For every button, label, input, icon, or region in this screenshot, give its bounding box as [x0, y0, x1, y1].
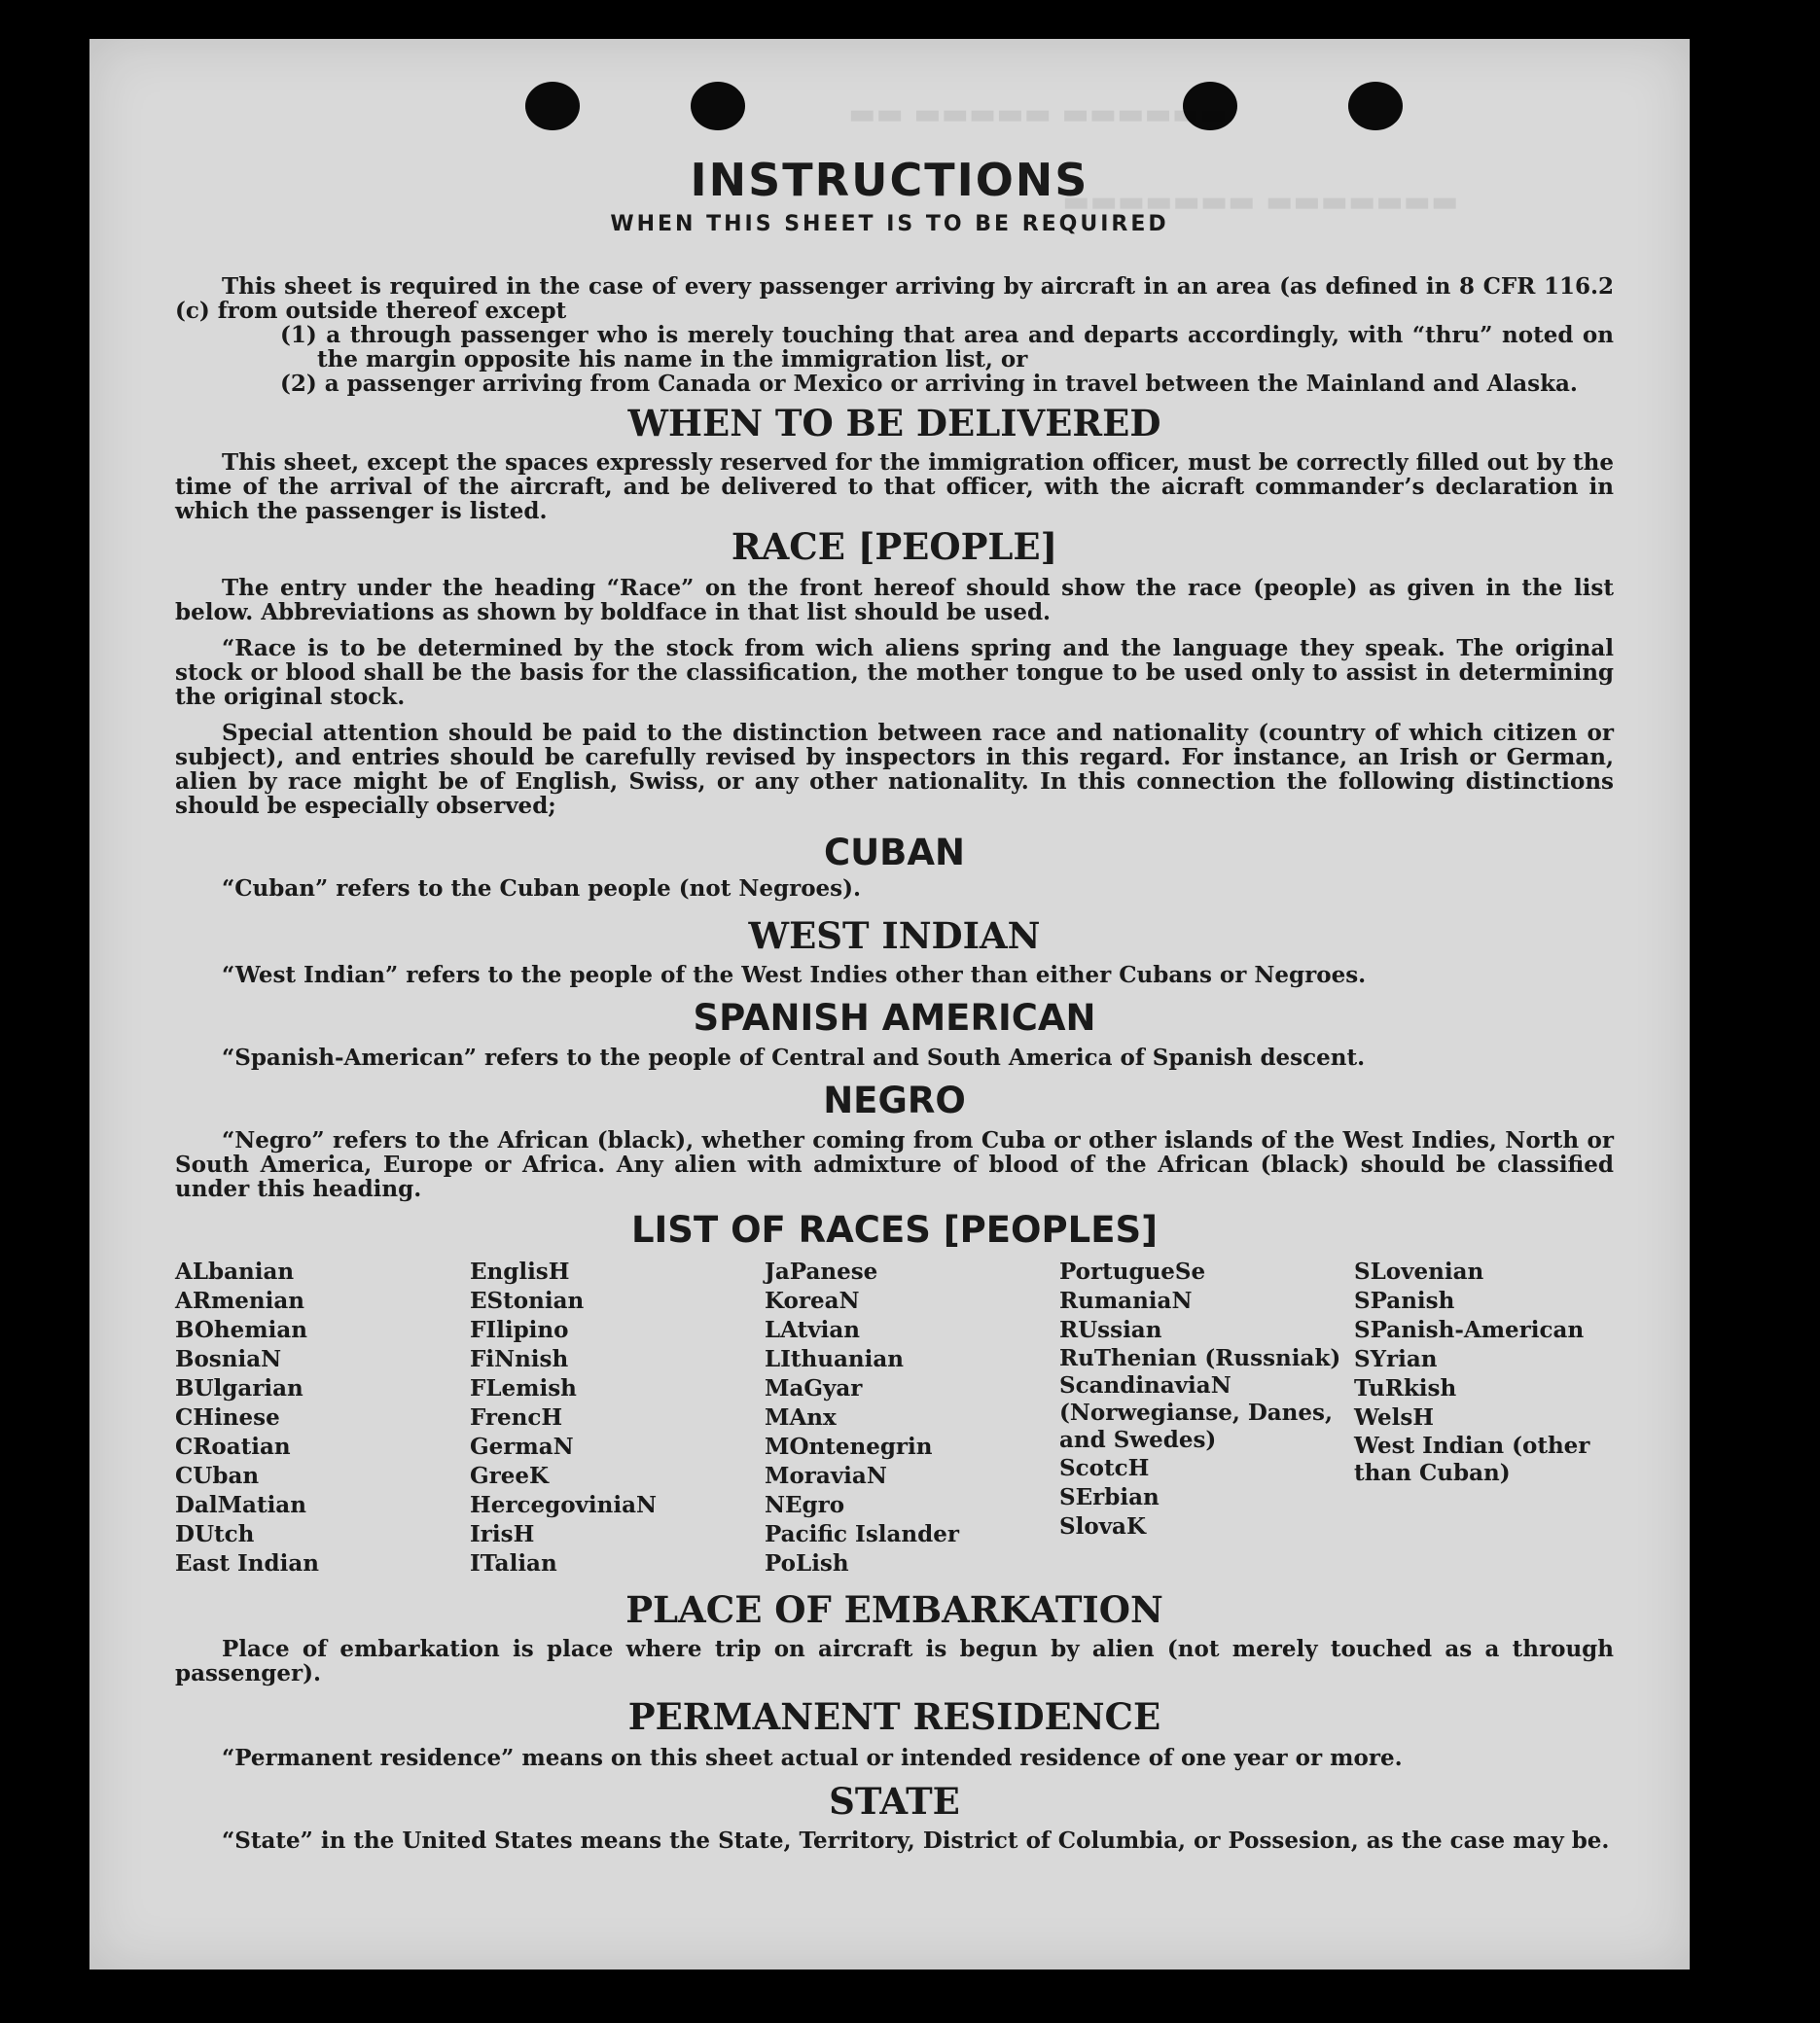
- section-heading-residence: PERMANENT RESIDENCE: [627, 1695, 1161, 1738]
- intro-text: This sheet is required in the case of every passenger arriving by aircraft in an area (as defined in 8 CFR 116.2 (c) from outside thereof except: [175, 273, 1614, 324]
- section-heading-cuban: CUBAN: [823, 832, 965, 873]
- races-column: [470, 1258, 765, 1579]
- race-entry: RUssian: [1059, 1317, 1162, 1343]
- section-heading-delivered: WHEN TO BE DELIVERED: [627, 402, 1161, 444]
- section-heading-spanish-american: SPANISH AMERICAN: [693, 997, 1096, 1039]
- races-column: [1354, 1258, 1607, 1579]
- races-column: [1059, 1258, 1354, 1579]
- intro-item-1: (1) a through passenger who is merely touching that area and departs accordingly, with “thru” noted on the margin opposite his name in the immigration list, or: [280, 322, 1614, 373]
- race-entry: EnglisH: [470, 1259, 570, 1285]
- section-heading-embarkation: PLACE OF EMBARKATION: [625, 1588, 1163, 1631]
- race-entry: FIlipino: [470, 1317, 569, 1343]
- races-column: [175, 1258, 470, 1579]
- race-entry: CHinese: [175, 1404, 280, 1431]
- race-entry: CUban: [175, 1463, 260, 1489]
- race-entry: ALbanian: [175, 1259, 295, 1285]
- race-entry: MOntenegrin: [765, 1434, 933, 1460]
- race-paragraph-2: “Race is to be determined by the stock from wich aliens spring and the language they speak. The original stock or blood shall be the basis for the classification, the mother tongue to be used only to assist in determining the original stock.: [175, 635, 1614, 710]
- section-heading-west-indian: WEST INDIAN: [748, 914, 1041, 957]
- residence-text: “Permanent residence” means on this sheet actual or intended residence of one year or more.: [222, 1745, 1403, 1771]
- state-text: “State” in the United States means the State, Territory, District of Columbia, or Possesion, as the case may be.: [222, 1828, 1610, 1854]
- race-entry: RumaniaN: [1059, 1288, 1193, 1314]
- race-entry: BUlgarian: [175, 1375, 303, 1402]
- race-entry: Pacific Islander: [765, 1521, 959, 1547]
- section-heading-race: RACE [PEOPLE]: [731, 525, 1058, 568]
- bleed-through: ▬▬▬▬▬▬ ▬▬▬▬▬ ▬▬: [848, 97, 1228, 131]
- race-entry: CRoatian: [175, 1434, 291, 1460]
- race-entry: GermaN: [470, 1434, 574, 1460]
- race-paragraph-3: Special attention should be paid to the distinction between race and nationality (country of which citizen or subject), and entries should be carefully revised by inspectors in this regard. For instance, an Irish or German, alien by race might be of English, Swiss, or any other nationality. In this connection the following distinctions should be especially observed;: [175, 720, 1614, 819]
- instructions-body: [175, 243, 1614, 1853]
- race-entry: NEgro: [765, 1492, 845, 1518]
- race-entry: MaGyar: [765, 1375, 863, 1402]
- race-entry: LAtvian: [765, 1317, 860, 1343]
- race-entry: ScotcH: [1059, 1455, 1150, 1481]
- race-entry: GreeK: [470, 1463, 550, 1489]
- punch-hole: [691, 82, 745, 130]
- race-entry: LIthuanian: [765, 1346, 904, 1372]
- race-entry: SErbian: [1059, 1484, 1160, 1510]
- bleed-through: ▬▬▬▬▬▬▬ ▬▬▬▬▬▬▬: [1062, 185, 1459, 219]
- section-heading-negro: NEGRO: [823, 1080, 966, 1121]
- cuban-text: “Cuban” refers to the Cuban people (not Negroes).: [222, 875, 862, 902]
- race-entry: DalMatian: [175, 1492, 306, 1518]
- punch-hole: [525, 82, 580, 130]
- race-entry: SlovaK: [1059, 1513, 1146, 1540]
- race-entry: IrisH: [470, 1521, 535, 1547]
- page-subtitle: WHEN THIS SHEET IS TO BE REQUIRED: [610, 212, 1169, 236]
- race-entry: HercegoviniaN: [470, 1492, 658, 1518]
- race-entry: SPanish-American: [1354, 1317, 1585, 1343]
- race-entry: RuThenian (Russniak): [1059, 1345, 1341, 1371]
- race-entry: SYrian: [1354, 1346, 1438, 1372]
- race-entry: SLovenian: [1354, 1259, 1484, 1285]
- race-entry: FiNnish: [470, 1346, 569, 1372]
- races-list: [175, 1258, 1614, 1579]
- race-entry: ITalian: [470, 1550, 557, 1577]
- race-entry: TuRkish: [1354, 1375, 1457, 1402]
- race-entry: ARmenian: [175, 1288, 305, 1314]
- races-column: [765, 1258, 1059, 1579]
- race-entry: East Indian: [175, 1550, 319, 1577]
- intro-item-2: (2) a passenger arriving from Canada or Mexico or arriving in travel between the Mainland and Alaska.: [280, 371, 1578, 397]
- section-heading-list-of-races: LIST OF RACES [PEOPLES]: [630, 1209, 1159, 1251]
- race-entry: PortugueSe: [1059, 1259, 1206, 1285]
- race-entry: DUtch: [175, 1521, 255, 1547]
- section-heading-state: STATE: [829, 1780, 960, 1823]
- race-entry: BOhemian: [175, 1317, 307, 1343]
- race-entry: KoreaN: [765, 1288, 860, 1314]
- race-entry: MoraviaN: [765, 1463, 887, 1489]
- race-entry: FLemish: [470, 1375, 577, 1402]
- spanish-american-text: “Spanish-American” refers to the people of Central and South America of Spanish descent.: [222, 1045, 1366, 1071]
- race-entry: FrencH: [470, 1404, 563, 1431]
- west-indian-text: “West Indian” refers to the people of the West Indies other than either Cubans or Negroes.: [222, 962, 1367, 988]
- race-entry: West Indian (other than Cuban): [1354, 1433, 1590, 1486]
- race-entry: SPanish: [1354, 1288, 1455, 1314]
- negro-text: “Negro” refers to the African (black), whether coming from Cuba or other islands of the West Indies, North or South America, Europe or Africa. Any alien with admixture of blood of the African (black) should be classified under this heading.: [175, 1127, 1614, 1202]
- delivered-text: This sheet, except the spaces expressly reserved for the immigration officer, must be correctly filled out by the time of the arrival of the aircraft, and be delivered to that officer, with the aicraft commander’s declaration in which the passenger is listed.: [175, 449, 1614, 524]
- race-entry: BosniaN: [175, 1346, 282, 1372]
- race-entry: EStonian: [470, 1288, 585, 1314]
- punch-hole: [1348, 82, 1403, 130]
- embarkation-text: Place of embarkation is place where trip on aircraft is begun by alien (not merely touched as a through passenger).: [175, 1636, 1614, 1686]
- race-paragraph-1: The entry under the heading “Race” on the front hereof should show the race (people) as given in the list below. Abbreviations as shown by boldface in that list should be used.: [175, 575, 1614, 625]
- race-entry: MAnx: [765, 1404, 837, 1431]
- race-entry: JaPanese: [765, 1259, 878, 1285]
- race-entry: WelsH: [1354, 1404, 1435, 1431]
- document-sheet: [89, 39, 1690, 1970]
- page-title: INSTRUCTIONS: [690, 154, 1089, 206]
- race-entry: ScandinaviaN (Norwegianse, Danes, and Swedes): [1059, 1372, 1333, 1453]
- race-entry: PoLish: [765, 1550, 849, 1577]
